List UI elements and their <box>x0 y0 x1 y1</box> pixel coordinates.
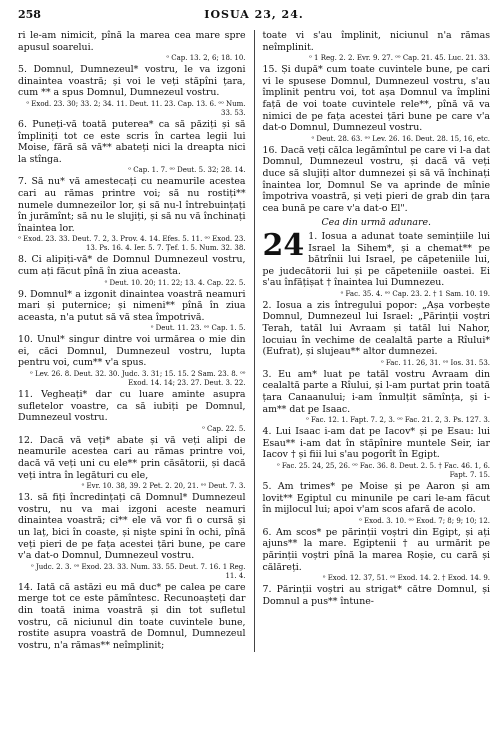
right-column <box>263 30 491 652</box>
verse-text: 4. Lui Isaac i-am dat pe Iacov* și pe Esau: lui Esau** i-am dat în stăpînire muntele Seir, iar Iacov † și fiii lui s'au pogorît în Egipt. <box>262 426 491 461</box>
verse-text: 5. Am trimes* pe Moise și pe Aaron și am lovit** Egiptul cu minunile pe cari le-am făcut în mijlocul lui; apoi v'am scos afară de acolo. <box>262 481 491 516</box>
verse-text: 14. Iată că astăzi eu mă duc* pe calea pe care merge tot ce este pămîntesc. Recunoașteți dar din toată inima voastră și din tot sufletul vostru, că niciunul din toate cuvintele bune, rostite asupra voastră de Domnul, Dumnezeul vostru, n'a rămas** neîmplinit; <box>18 581 246 651</box>
verse-text: 6. Puneți-vă toată puterea* ca să păziți și să împliniți tot ce este scris în cartea legii lui Moise, fără să vă** abateți nici la dreapta nici la stînga. <box>18 118 246 165</box>
chapter-number: 24 <box>262 227 305 263</box>
page-header <box>18 8 490 26</box>
cross-references: ᵒ Fac. 11. 26, 31. ᵒᵒ Ios. 31. 53. <box>380 358 491 367</box>
running-head: IOSUA 23, 24. <box>204 8 304 21</box>
verse-text: 7. Părinții voștri au strigat* către Domnul, și Domnul a pus** întune- <box>262 584 491 607</box>
cross-references: ᵒ Deut. 28. 63. ᵒᵒ Lev. 26. 16. Deut. 28. 15, 16, etc. <box>311 134 491 143</box>
verse-text: toate vi s'au împlinit, niciunul n'a rămas neîmplinit. <box>262 30 491 53</box>
left-column <box>18 30 246 652</box>
verse-text: 5. Domnul, Dumnezeul* vostru, le va izgoni dinaintea voastră; și voi le veți stăpîni țara, cum ** a spus Domnul, Dumnezeul vostru. <box>18 64 246 99</box>
cross-references: ᵒ Cap. 13. 2, 6; 18. 10. <box>166 54 246 63</box>
cross-references: ᵒ Exod. 23. 33. Deut. 7. 2, 3. Prov. 4. 14. Efes. 5. 11. ᵒᵒ Exod. 23. 13. Ps. 16. 4. Ier. 5. 7. Țef. 1. 5. Num. 32. 38. <box>18 235 246 253</box>
verse-text: 3. Eu am* luat pe tatăl vostru Avraam din cealaltă parte a Rîului, și l-am purtat prin toată țara Canaanului; i-am înmulțit sămînța, și i-am** dat pe Isaac. <box>262 368 491 415</box>
cross-references: ᵒ Fac. 12. 1. Fapt. 7. 2, 3. ᵒᵒ Fac. 21. 2, 3. Ps. 127. 3. <box>306 416 491 425</box>
page-number: 258 <box>18 8 41 21</box>
cross-references: ᵒ Deut. 11. 23. ᵒᵒ Cap. 1. 5. <box>150 324 246 333</box>
verse-text: 12. Dacă vă veți* abate și vă veți alipi de neamurile acestea cari au rămas printre voi, dacă vă veți uni cu ele** prin căsătorii, și dacă veți intra în legături cu ele, <box>18 434 246 481</box>
verse-text: 13. să fiți încredințați că Domnul* Dumnezeul vostru, nu va mai izgoni aceste neamuri dinaintea voastră; ci** ele vă vor fi o cursă și un laț, bici în coaste, și nişte spini în ochi, pînă veți pieri de pe fața acestei țări bune, pe care v'a dat-o Domnul, Dumnezeul vostru. <box>18 492 246 562</box>
cross-references: ᵒ Lev. 26. 8. Deut. 32. 30. Judc. 3. 31; 15. 15. 2 Sam. 23. 8. ᵒᵒ Exod. 14. 14; 23. 27. Deut. 3. 22. <box>30 370 246 388</box>
verse-text: 2. Iosua a zis întregului popor: „Așa vorbește Domnul, Dumnezeul lui Israel: „Părinții voștri Terah, tatăl lui Avraam și tatăl lui Nahor, locuiau în vechime de cealaltă parte a Rîului* (Eufrat), și slujeau** altor dumnezei. <box>262 299 491 358</box>
verse-text: 16. Dacă veți călca legămîntul pe care vi l-a dat Domnul, Dumnezeul vostru, și dacă vă veți duce să slujiți altor dumnezei și să vă închinați înaintea lor, Domnul Se va aprinde de mînie împotriva voastră, și veți pieri de grab din țara cea bună pe care v'a dat-o El". <box>262 144 491 214</box>
column-divider <box>254 30 255 652</box>
cross-references: ᵒ Deut. 10. 20; 11. 22; 13. 4. Cap. 22. 5. <box>104 278 246 287</box>
verse-text: 7. Să nu* vă amestecați cu neamurile acestea cari au rămas printre voi; să nu rostiți** numele dumnezeilor lor, și să nu-l întrebuințați în jurămînt; să nu le slujiți, și să nu vă închinați înaintea lor. <box>18 176 246 234</box>
cross-references: ᵒ Exod. 12. 37, 51. ᵒᵒ Exod. 14. 2. † Exod. 14. 9. <box>322 574 491 583</box>
cross-references: ᵒ Exod. 23. 30; 33. 2; 34. 11. Deut. 11. 23. Cap. 13. 6. ᵒᵒ Num. 33. 53. <box>26 99 246 117</box>
verse-text: ri le-am nimicit, pînă la marea cea mare spre apusul soarelui. <box>18 30 246 53</box>
chapter-start <box>262 227 491 289</box>
cross-references: ᵒ Fac. 25. 24, 25, 26. ᵒᵒ Fac. 36. 8. Deut. 2. 5. † Fac. 46. 1, 6. Fapt. 7. 15. <box>277 462 491 479</box>
text-columns <box>18 30 490 652</box>
verse-text: 11. Vegheați* dar cu luare aminte asupra sufletelor voastre, ca să iubiți pe Domnul, Dumnezeul vostru. <box>18 389 246 424</box>
verse-text: 8. Ci alipiți-vă* de Domnul Dumnezeul vostru, cum ați făcut pînă în ziua aceasta. <box>18 254 246 277</box>
cross-references: ᵒ Evr. 10. 38, 39. 2 Pet. 2. 20, 21. ᵒᵒ Deut. 7. 3. <box>81 482 246 491</box>
cross-references: ᵒ Exod. 3. 10. ᵒᵒ Exod. 7; 8; 9; 10; 12. <box>359 516 491 525</box>
verse-text: 15. Și după* cum toate cuvintele bune, pe cari vi le spusese Domnul, Dumnezeul vostru, s'au împlinit pentru voi, tot așa Domnul va împlini față de voi toate cuvintele rele**, pînă vă va nimici de pe fața acestei țări bune pe care v'a dat-o Domnul, Dumnezeul vostru. <box>262 64 491 134</box>
cross-references: ᵒ Fac. 35. 4. ᵒᵒ Cap. 23. 2. † 1 Sam. 10. 19. <box>340 289 491 298</box>
cross-references: ᵒ 1 Reg. 2. 2. Evr. 9. 27. ᵒᵒ Cap. 21. 45. Luc. 21. 33. <box>309 54 491 63</box>
section-title: Cea din urmă adunare. <box>321 217 432 229</box>
verse-text: 6. Am scos* pe părinții voștri din Egipt, și ați ajuns** la mare. Egiptenii † au urmărit pe părinții voștri pînă la marea Roșie, cu cară și călăreți. <box>262 526 491 573</box>
verse-text: 10. Unul* singur dintre voi urmărea o mie din ei, căci Domnul, Dumnezeul vostru, lupta pentru voi, cum** v'a spus. <box>18 334 246 369</box>
verse-text: 1. Iosua a adunat toate semințiile lui Israel la Sihem*, și a chemat** pe bătrînii lui Israel, pe căpeteniile lui, pe judecătorii lui și pe căpeteniile oastei. Ei s'au înfățișat † înaintea lui Dumnezeu. <box>262 230 491 289</box>
verse-text: 9. Domnul* a izgonit dinaintea voastră neamuri mari și puternice; și nimeni** pînă în ziua aceasta, n'a putut să vă stea împotrivă. <box>18 288 246 323</box>
cross-references: ᵒ Cap. 1. 7. ᵒᵒ Deut. 5. 32; 28. 14. <box>128 166 246 175</box>
cross-references: ᵒ Cap. 22. 5. <box>202 424 246 433</box>
cross-references: ᵒ Judc. 2. 3. ᵒᵒ Exod. 23. 33. Num. 33. 55. Deut. 7. 16. 1 Reg. 11. 4. <box>31 562 246 580</box>
